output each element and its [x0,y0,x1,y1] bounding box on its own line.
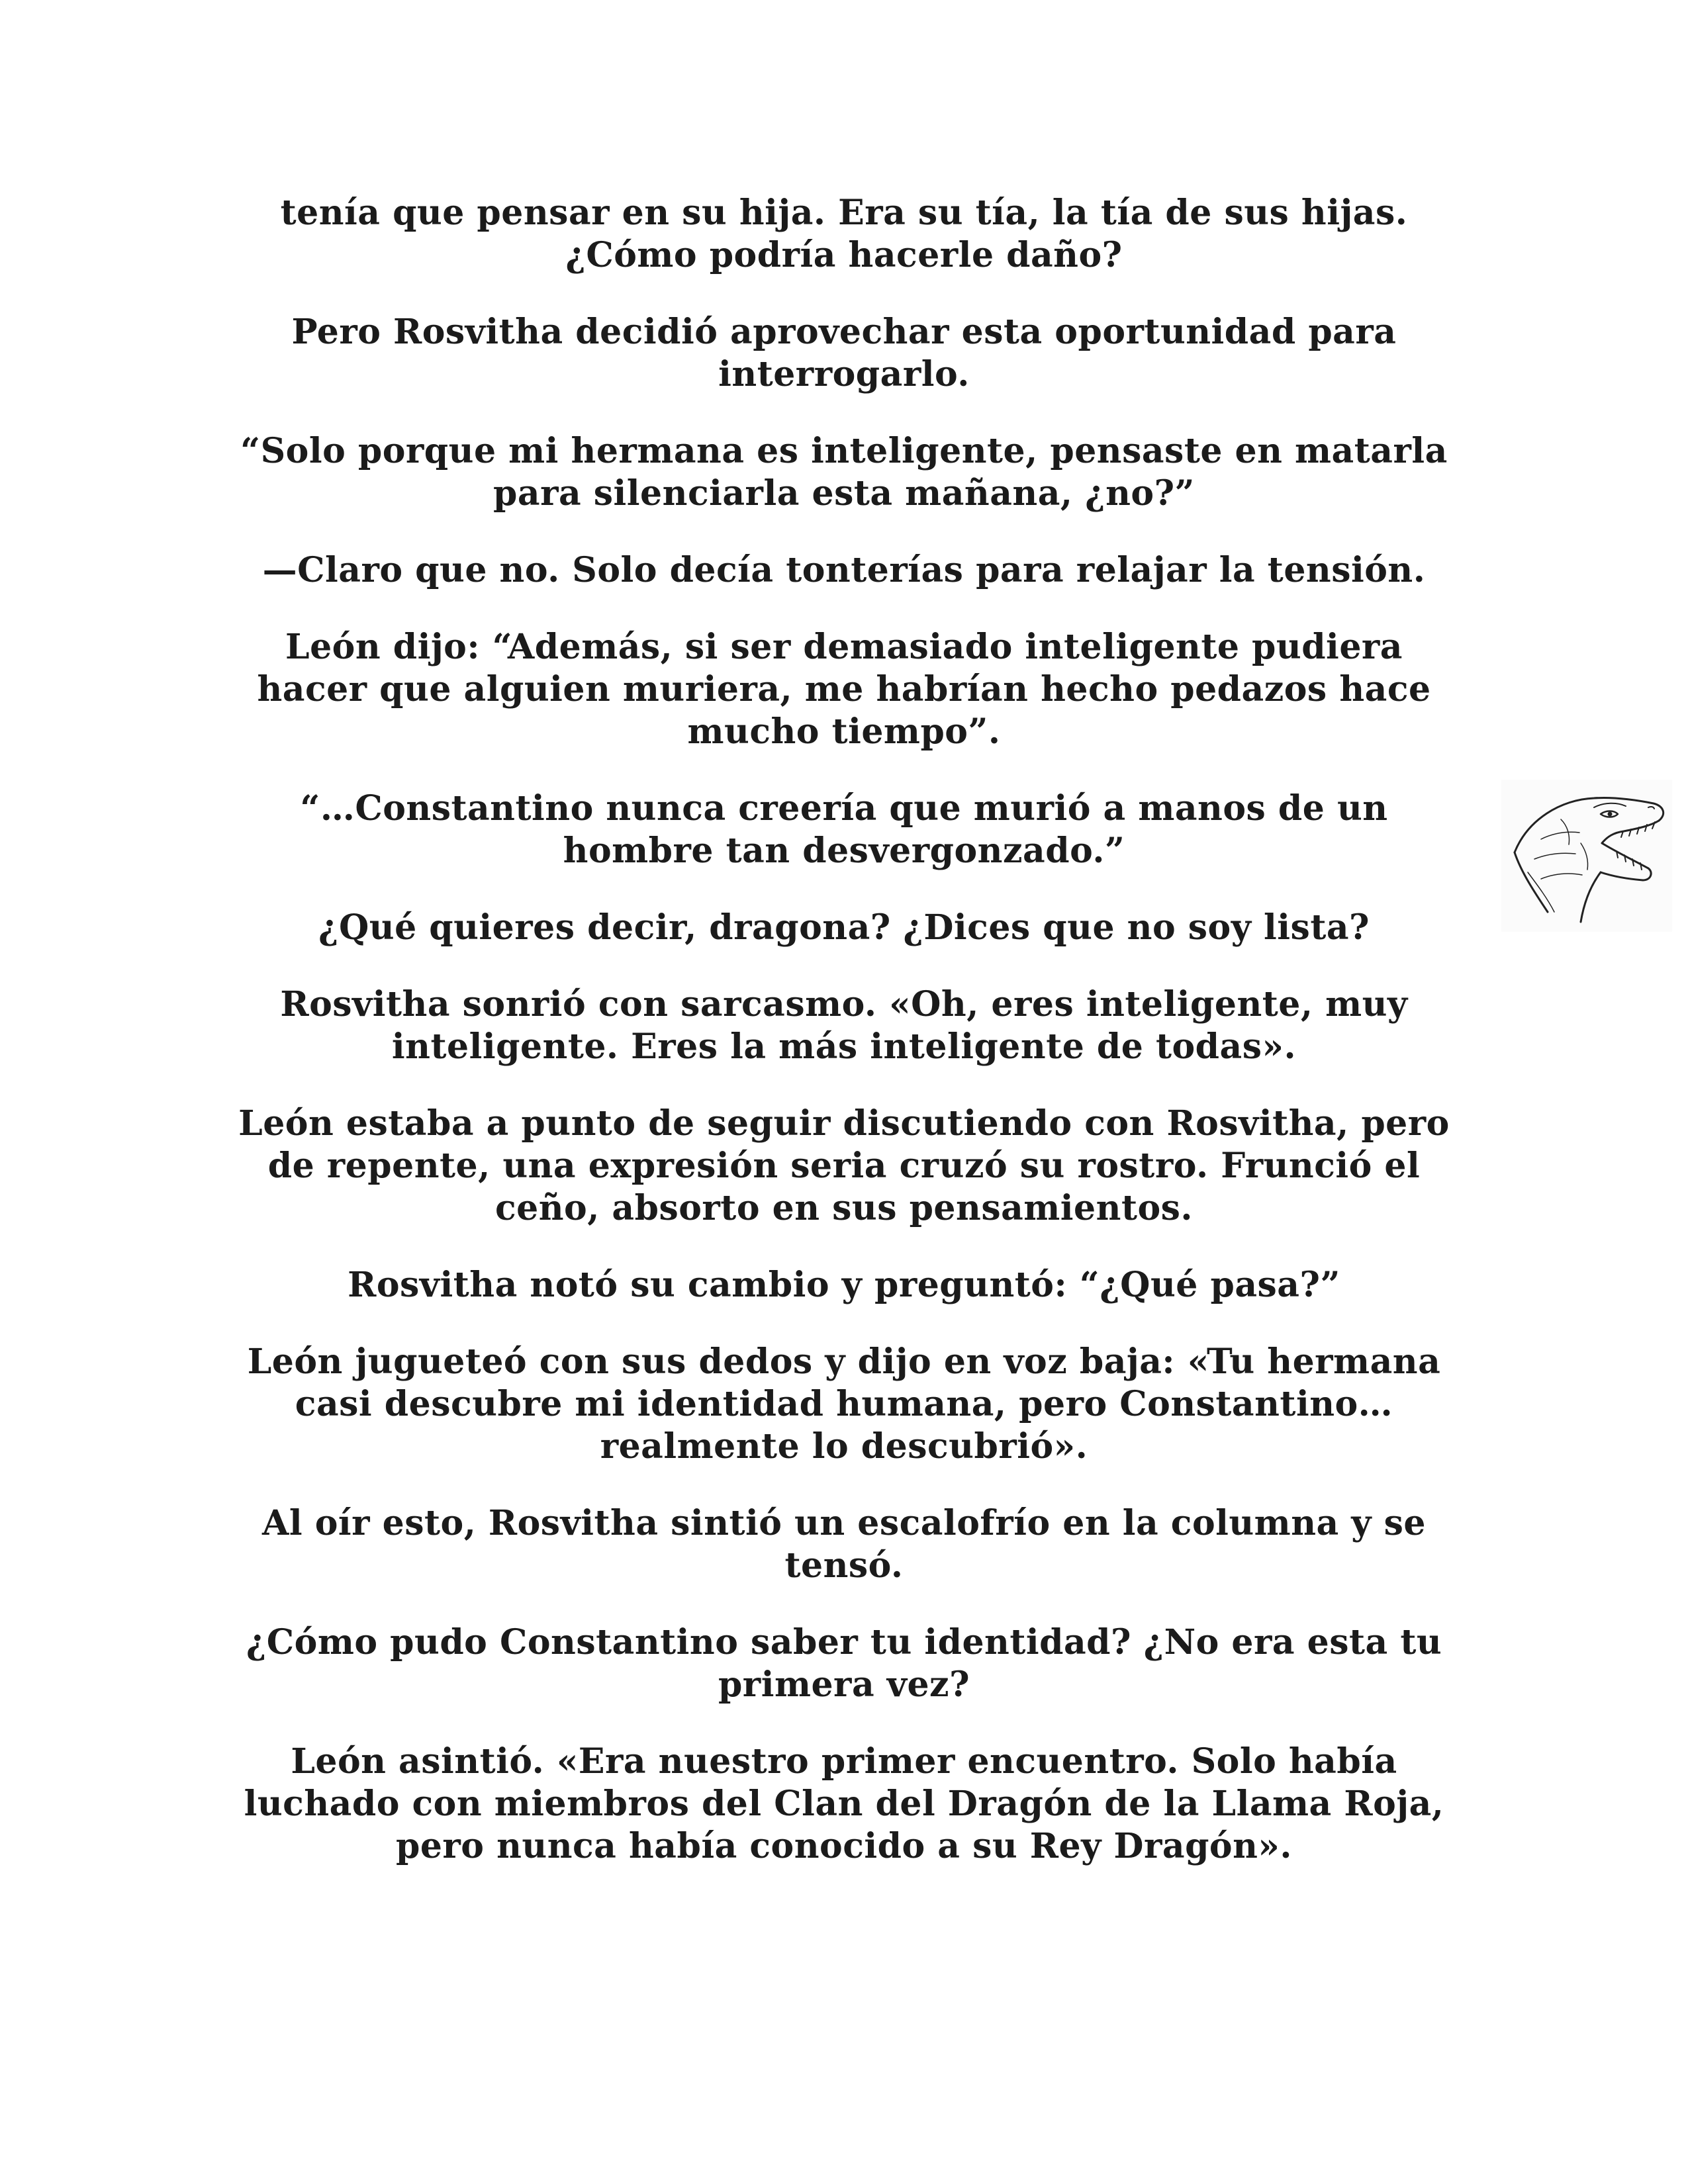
dinosaur-head-sketch-icon [1501,780,1672,932]
text-line: mucho tiempo”. [687,711,1001,752]
paragraph [225,788,1463,872]
text-line: Pero Rosvitha decidió aprovechar esta oportunidad para [291,312,1397,352]
text-line: “…Constantino nunca creería que murió a manos de un [300,788,1388,829]
text-line: ¿Cómo podría hacerle daño? [565,235,1123,275]
text-line: León jugueteó con sus dedos y dijo en voz baja: «Tu hermana [247,1342,1441,1382]
text-line: inteligente. Eres la más inteligente de todas». [391,1026,1297,1067]
paragraph [225,1103,1463,1230]
paragraph [225,907,1463,949]
text-line: “Solo porque mi hermana es inteligente, pensaste en matarla [240,431,1448,471]
paragraph [225,1621,1463,1706]
text-line: realmente lo descubrió». [600,1426,1088,1467]
text-line: León estaba a punto de seguir discutiendo con Rosvitha, pero [238,1103,1450,1144]
text-line: ¿Cómo pudo Constantino saber tu identidad? ¿No era esta tu [246,1622,1442,1662]
text-line: tenía que pensar en su hija. Era su tía, la tía de sus hijas. [280,193,1408,233]
paragraph [225,311,1463,396]
text-line: Rosvitha sonrió con sarcasmo. «Oh, eres inteligente, muy [280,984,1408,1024]
paragraph [225,549,1463,592]
text-line: interrogarlo. [718,354,970,394]
text-line: primera vez? [718,1664,970,1705]
text-line: Rosvitha notó su cambio y preguntó: “¿Qué pasa?” [348,1265,1340,1305]
paragraph [225,430,1463,515]
text-line: Al oír esto, Rosvitha sintió un escalofrío en la columna y se [261,1503,1426,1543]
body-text [225,192,1463,1902]
text-line: de repente, una expresión seria cruzó su rostro. Frunció el [267,1146,1421,1186]
text-line: hombre tan desvergonzado.” [563,831,1125,871]
paragraph [225,1264,1463,1306]
paragraph [225,626,1463,753]
text-line: ceño, absorto en sus pensamientos. [494,1188,1194,1228]
text-line: —Claro que no. Solo decía tonterías para relajar la tensión. [262,550,1426,590]
text-line: tensó. [784,1545,904,1586]
text-line: ¿Qué quieres decir, dragona? ¿Dices que no soy lista? [318,907,1370,948]
text-line: para silenciarla esta mañana, ¿no?” [493,473,1195,514]
text-line: León dijo: “Además, si ser demasiado inteligente pudiera [285,627,1403,667]
paragraph [225,983,1463,1068]
text-line: hacer que alguien muriera, me habrían hecho pedazos hace [257,669,1431,709]
paragraph [225,1502,1463,1587]
paragraph [225,192,1463,277]
paragraph [225,1341,1463,1468]
text-line: casi descubre mi identidad humana, pero Constantino… [295,1384,1393,1424]
text-line: pero nunca había conocido a su Rey Dragón». [395,1826,1293,1866]
text-line: León asintió. «Era nuestro primer encuentro. Solo había [291,1741,1397,1782]
text-line: luchado con miembros del Clan del Dragón de la Llama Roja, [244,1784,1444,1824]
paragraph [225,1741,1463,1868]
